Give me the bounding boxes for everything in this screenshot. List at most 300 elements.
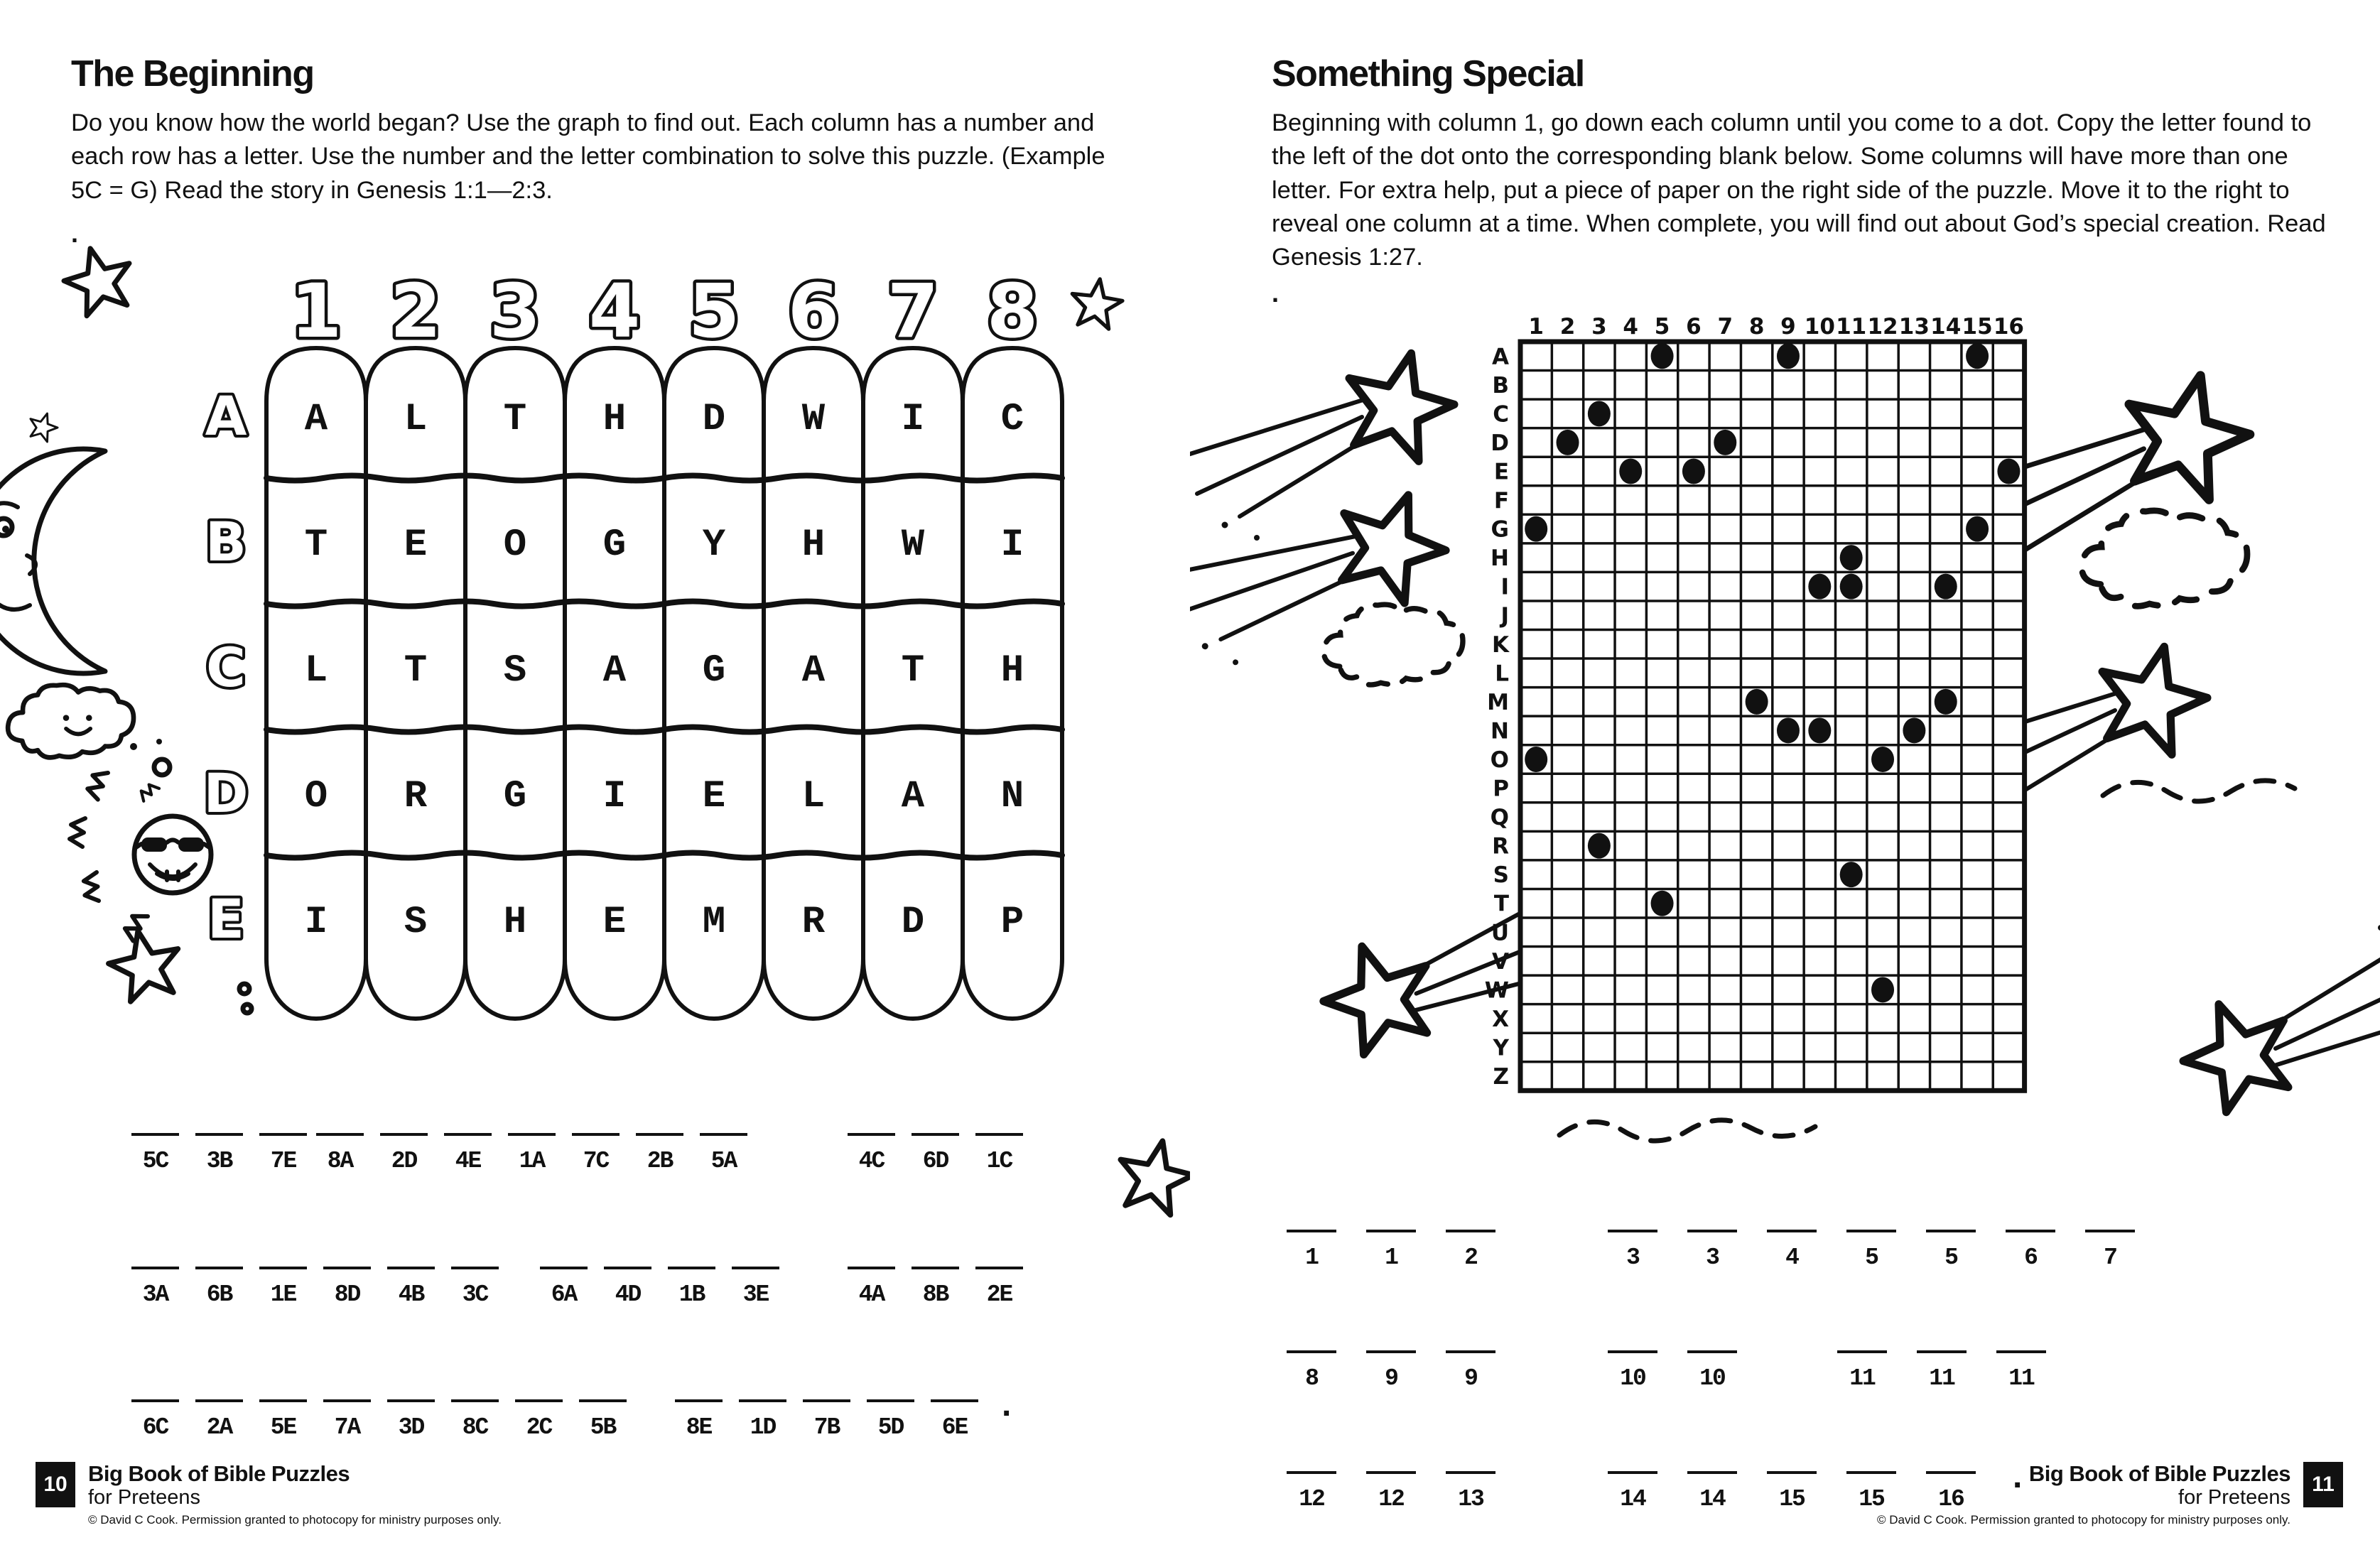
blank-line — [1446, 1471, 1495, 1474]
blank-line — [2085, 1230, 2135, 1232]
blank-label: 8D — [334, 1281, 360, 1308]
row-label: B — [205, 510, 247, 573]
grid-letter: A — [801, 649, 826, 693]
grid-letter: I — [304, 901, 328, 944]
blank-line — [848, 1133, 895, 1136]
blank-group — [131, 1399, 627, 1441]
blank-group — [131, 1267, 499, 1308]
blank-label: 15 — [1859, 1486, 1884, 1512]
blank-line — [975, 1133, 1023, 1136]
blank-line — [515, 1399, 563, 1402]
grid-letter: S — [503, 649, 527, 693]
column-header: 11 — [1836, 314, 1867, 340]
page-title: Something Special — [1272, 53, 1584, 94]
blank-cell — [451, 1267, 499, 1308]
column-header: 2 — [389, 268, 442, 354]
blank-line — [1767, 1230, 1817, 1232]
blank-line — [604, 1267, 651, 1269]
blank-label: 5A — [710, 1148, 737, 1174]
blank-line — [195, 1399, 243, 1402]
blank-line — [1767, 1471, 1817, 1474]
grid-letter: M — [702, 901, 726, 944]
blank-line — [131, 1267, 179, 1269]
grid-letter: H — [801, 524, 826, 567]
blank-label: 3 — [1706, 1245, 1719, 1271]
grid-letter: C — [1000, 398, 1024, 441]
blank-line — [700, 1133, 747, 1136]
stray-period: . — [1272, 278, 1280, 308]
blank-label: 5 — [1944, 1245, 1957, 1271]
blank-line — [380, 1133, 428, 1136]
blank-line — [739, 1399, 786, 1402]
blank-line — [1687, 1350, 1737, 1353]
blank-line — [1917, 1350, 1967, 1353]
blank-label: 6C — [142, 1414, 168, 1441]
blank-group — [316, 1133, 747, 1174]
blank-cell — [1846, 1230, 1896, 1271]
grid-letter: I — [602, 775, 627, 818]
blank-row — [0, 1133, 1190, 1197]
grid-letter: P — [1000, 901, 1024, 944]
blank-line — [540, 1267, 588, 1269]
column-header: 8 — [1748, 314, 1765, 340]
blank-cell — [1608, 1230, 1657, 1271]
blank-cell — [1917, 1350, 1967, 1392]
grid-letter: G — [503, 775, 527, 818]
column-header: 12 — [1867, 314, 1898, 340]
blank-cell — [1366, 1230, 1416, 1271]
blank-label: 14 — [1699, 1486, 1725, 1512]
blank-line — [975, 1267, 1023, 1269]
blank-line — [1608, 1230, 1657, 1232]
row-label: A — [1492, 344, 1509, 370]
blank-label: 4 — [1785, 1245, 1798, 1271]
trailing-period: . — [1002, 1386, 1012, 1424]
blank-row — [1190, 1350, 2380, 1414]
copyright-line: © David C Cook. Permission granted to photocopy for ministry purposes only. — [88, 1512, 502, 1527]
blank-line — [912, 1267, 959, 1269]
blank-cell — [1287, 1230, 1336, 1271]
blank-label: 11 — [1929, 1365, 1954, 1392]
blank-group — [540, 1267, 779, 1308]
trailing-period: . — [2013, 1458, 2023, 1495]
blank-line — [668, 1267, 715, 1269]
blank-label: 8C — [462, 1414, 488, 1441]
blank-label: 2E — [986, 1281, 1012, 1308]
blank-cell — [803, 1399, 850, 1441]
blank-label: 2D — [391, 1148, 417, 1174]
blank-label: 5C — [142, 1148, 168, 1174]
row-label: G — [1491, 516, 1509, 543]
blank-cell — [387, 1399, 435, 1441]
blank-label: 11 — [2008, 1365, 2034, 1392]
blank-cell — [1366, 1471, 1416, 1512]
blank-label: 7A — [334, 1414, 360, 1441]
blank-line — [131, 1133, 179, 1136]
grid-letter: D — [901, 901, 925, 944]
grid-letter: O — [503, 524, 527, 567]
footer-text — [1877, 1458, 2290, 1527]
blank-line — [444, 1133, 492, 1136]
page-title: The Beginning — [71, 53, 314, 94]
blank-label: 6D — [922, 1148, 948, 1174]
blank-cell — [1837, 1350, 1887, 1392]
blank-label: 2B — [647, 1148, 673, 1174]
column-header: 15 — [1962, 314, 1993, 340]
column-header: 6 — [787, 268, 840, 354]
blank-cell — [259, 1399, 307, 1441]
blank-cell — [131, 1133, 179, 1174]
blank-group — [131, 1133, 307, 1174]
column-header: 1 — [1528, 314, 1544, 340]
blank-group — [848, 1267, 1023, 1308]
book-subtitle: for Preteens — [88, 1485, 200, 1509]
blank-cell — [2085, 1230, 2135, 1271]
blank-label: 4C — [858, 1148, 885, 1174]
blank-cell — [1608, 1471, 1657, 1512]
grid-letter: L — [304, 649, 328, 693]
row-label: T — [1493, 891, 1509, 917]
blank-line — [1996, 1350, 2046, 1353]
blank-label: 4E — [455, 1148, 481, 1174]
row-label: X — [1492, 1006, 1509, 1032]
column-header: 1 — [290, 268, 342, 354]
blank-line — [195, 1267, 243, 1269]
footer-text — [88, 1462, 502, 1527]
blank-group — [1608, 1350, 1737, 1392]
blank-label: 5E — [270, 1414, 296, 1441]
blank-line — [1687, 1471, 1737, 1474]
blank-group — [848, 1133, 1023, 1174]
blank-label: 12 — [1378, 1486, 1404, 1512]
blank-line — [1446, 1350, 1495, 1353]
blank-cell — [1366, 1350, 1416, 1392]
column-header: 8 — [986, 268, 1039, 354]
row-label: L — [1495, 661, 1509, 687]
blank-cell — [912, 1133, 959, 1174]
blank-line — [1846, 1230, 1896, 1232]
blank-cell — [732, 1267, 779, 1308]
blank-line — [131, 1399, 179, 1402]
blank-label: 8 — [1305, 1365, 1318, 1392]
blank-line — [195, 1133, 243, 1136]
blank-cell — [323, 1267, 371, 1308]
row-label: A — [205, 384, 247, 448]
row-label: O — [1490, 747, 1509, 773]
column-header: 5 — [1654, 314, 1670, 340]
blank-label: 3C — [462, 1281, 488, 1308]
blank-label: 4A — [858, 1281, 885, 1308]
blank-cell — [195, 1267, 243, 1308]
book-title: Big Book of Bible Puzzles — [88, 1461, 350, 1486]
blank-label: 1B — [678, 1281, 705, 1308]
grid-letter: N — [1000, 775, 1024, 818]
row-label: Y — [1493, 1035, 1509, 1061]
blank-label: 3D — [398, 1414, 424, 1441]
grid-letter: Y — [702, 524, 726, 567]
blank-line — [732, 1267, 779, 1269]
blank-label: 3B — [206, 1148, 232, 1174]
blank-line — [316, 1133, 364, 1136]
blank-cell — [1287, 1350, 1336, 1392]
blank-cell — [131, 1267, 179, 1308]
column-header: 4 — [588, 268, 641, 354]
blank-row — [1190, 1230, 2380, 1294]
row-label: C — [206, 636, 246, 699]
blank-cell — [975, 1133, 1023, 1174]
column-header: 5 — [688, 268, 740, 354]
blank-line — [1287, 1350, 1336, 1353]
blank-cell — [572, 1133, 620, 1174]
book-title: Big Book of Bible Puzzles — [2028, 1461, 2290, 1486]
row-label: I — [1500, 574, 1509, 600]
blank-cell — [912, 1267, 959, 1308]
grid-letter: H — [1000, 649, 1024, 693]
blank-label: 5 — [1865, 1245, 1878, 1271]
blank-line — [1608, 1350, 1657, 1353]
row-label: P — [1493, 776, 1509, 802]
page-footer — [36, 1462, 502, 1527]
grid-letter: I — [901, 398, 925, 441]
row-label: W — [1484, 977, 1509, 1004]
grid-letter: R — [404, 775, 428, 818]
blank-cell — [636, 1133, 683, 1174]
row-label: E — [207, 887, 244, 950]
blank-cell — [1287, 1471, 1336, 1512]
blank-line — [1366, 1471, 1416, 1474]
grid-letter: A — [602, 649, 627, 693]
blank-group — [1608, 1230, 2135, 1271]
blank-line — [1926, 1230, 1976, 1232]
blank-line — [1366, 1350, 1416, 1353]
row-label: B — [1492, 372, 1509, 399]
grid-letter: A — [901, 775, 925, 818]
row-label: R — [1492, 833, 1509, 860]
grid-letter: G — [702, 649, 726, 693]
page-number: 10 — [43, 1473, 67, 1496]
blank-cell — [259, 1267, 307, 1308]
blank-line — [931, 1399, 978, 1402]
grid-letter: D — [702, 398, 726, 441]
blank-group — [1287, 1350, 1495, 1392]
blank-label: 9 — [1464, 1365, 1477, 1392]
blank-label: 14 — [1620, 1486, 1645, 1512]
blank-label: 7E — [270, 1148, 296, 1174]
blank-label: 5B — [590, 1414, 616, 1441]
blank-label: 15 — [1779, 1486, 1805, 1512]
blank-label: 3 — [1626, 1245, 1639, 1271]
blank-line — [508, 1133, 556, 1136]
blank-line — [867, 1399, 914, 1402]
grid-letter: E — [602, 901, 627, 944]
grid-letter: A — [304, 398, 328, 441]
blank-cell — [195, 1133, 243, 1174]
row-label: S — [1493, 862, 1509, 889]
grid-letter: E — [702, 775, 726, 818]
column-header: 14 — [1930, 314, 1962, 340]
grid-letter: E — [404, 524, 428, 567]
blank-cell — [1767, 1471, 1817, 1512]
blank-group — [1287, 1471, 1495, 1512]
column-header: 13 — [1898, 314, 1930, 340]
instructions-text: Do you know how the world began? Use the graph to find out. Each column has a number and each row has a letter. Use the number and the letter combination to solve this puzzle. (Example 5C = G) Read the story in Genesis 1:1—2:3. — [71, 109, 1105, 204]
blank-label: 1C — [986, 1148, 1012, 1174]
blank-line — [912, 1133, 959, 1136]
blank-line — [1446, 1230, 1495, 1232]
grid-letter: R — [801, 901, 826, 944]
blank-cell — [1926, 1230, 1976, 1271]
column-header: 4 — [1623, 314, 1639, 340]
grid-letter: L — [404, 398, 428, 441]
blank-label: 1D — [750, 1414, 776, 1441]
blank-group — [675, 1386, 1012, 1441]
grid-letter: I — [1000, 524, 1024, 567]
blank-line — [1608, 1471, 1657, 1474]
blank-group — [1837, 1350, 2046, 1392]
copyright-line: © David C Cook. Permission granted to photocopy for ministry purposes only. — [1877, 1512, 2290, 1527]
blank-group — [1287, 1230, 1495, 1271]
blank-label: 4B — [398, 1281, 424, 1308]
blank-cell — [316, 1133, 364, 1174]
row-label: M — [1487, 689, 1509, 715]
blank-label: 8B — [922, 1281, 948, 1308]
column-header: 16 — [1993, 314, 2024, 340]
blank-label: 7C — [583, 1148, 609, 1174]
blank-line — [1837, 1350, 1887, 1353]
blank-cell — [540, 1267, 588, 1308]
page-number: 11 — [2312, 1473, 2335, 1496]
blank-cell — [1446, 1350, 1495, 1392]
blank-label: 4D — [615, 1281, 641, 1308]
blank-cell — [387, 1267, 435, 1308]
blank-line — [259, 1133, 307, 1136]
blank-cell — [975, 1267, 1023, 1308]
grid-letter: T — [404, 649, 428, 693]
row-label: J — [1500, 603, 1509, 629]
blank-cell — [1608, 1350, 1657, 1392]
row-label: C — [1493, 401, 1509, 428]
blank-label: 2 — [1464, 1245, 1477, 1271]
blank-label: 10 — [1620, 1365, 1645, 1392]
blank-line — [387, 1399, 435, 1402]
blank-label: 6A — [551, 1281, 577, 1308]
blank-cell — [848, 1267, 895, 1308]
blank-label: 3A — [142, 1281, 168, 1308]
blank-cell — [579, 1399, 627, 1441]
column-header: 3 — [489, 268, 541, 354]
blank-line — [259, 1267, 307, 1269]
blank-cell — [131, 1399, 179, 1441]
blank-label: 16 — [1938, 1486, 1964, 1512]
column-header: 3 — [1591, 314, 1607, 340]
column-header: 7 — [887, 268, 939, 354]
blank-label: 8A — [327, 1148, 353, 1174]
blank-label: 12 — [1299, 1486, 1324, 1512]
blank-cell — [1767, 1230, 1817, 1271]
blank-label: 1 — [1385, 1245, 1397, 1271]
row-label: F — [1493, 488, 1509, 514]
grid-letter: H — [602, 398, 627, 441]
blank-cell — [867, 1399, 914, 1441]
blank-line — [259, 1399, 307, 1402]
blank-line — [675, 1399, 723, 1402]
blank-cell — [380, 1133, 428, 1174]
blank-cell — [931, 1399, 978, 1441]
blank-line — [848, 1267, 895, 1269]
blank-row — [0, 1386, 1190, 1463]
blank-label: 11 — [1849, 1365, 1875, 1392]
blank-cell — [508, 1133, 556, 1174]
instructions-text: Beginning with column 1, go down each column until you come to a dot. Copy the letter found to the left of the dot onto the corresponding blank below. Some columns will have more than one letter. For extra help, put a piece of paper on the right side of the puzzle. Move it to the right to reveal one column at a time. When complete, you will find out about God’s special creation. Read Genesis 1:27. — [1272, 109, 2326, 271]
blank-line — [451, 1267, 499, 1269]
answer-blanks — [1190, 0, 2380, 1545]
blank-cell — [1446, 1230, 1495, 1271]
book-subtitle: for Preteens — [2178, 1485, 2290, 1509]
page-footer — [1877, 1458, 2343, 1527]
blank-label: 7 — [2104, 1245, 2116, 1271]
grid-letter: T — [503, 398, 527, 441]
blank-cell — [259, 1133, 307, 1174]
blank-line — [2006, 1230, 2055, 1232]
blank-label: 3E — [742, 1281, 769, 1308]
blank-line — [579, 1399, 627, 1402]
row-label: D — [203, 761, 249, 825]
blank-label: 2A — [206, 1414, 232, 1441]
grid-letter: S — [404, 901, 428, 944]
blank-label: 1A — [519, 1148, 545, 1174]
blank-line — [1287, 1471, 1336, 1474]
grid-letter: W — [801, 398, 826, 441]
blank-line — [1366, 1230, 1416, 1232]
blank-line — [572, 1133, 620, 1136]
blank-cell — [2006, 1230, 2055, 1271]
blank-label: 7B — [813, 1414, 840, 1441]
blank-label: 1 — [1305, 1245, 1318, 1271]
row-label: D — [1491, 430, 1509, 456]
blank-cell — [323, 1399, 371, 1441]
blank-label: 6 — [2024, 1245, 2037, 1271]
blank-line — [387, 1267, 435, 1269]
page-number-badge — [2303, 1462, 2343, 1507]
blank-line — [323, 1399, 371, 1402]
page-number-badge — [36, 1462, 75, 1507]
grid-letter: G — [602, 524, 627, 567]
blank-cell — [604, 1267, 651, 1308]
blank-label: 5D — [877, 1414, 904, 1441]
row-label: E — [1493, 459, 1509, 485]
grid-letter: O — [304, 775, 328, 818]
blank-cell — [675, 1399, 723, 1441]
row-label: K — [1491, 631, 1509, 658]
column-header: 2 — [1559, 314, 1576, 340]
stray-period: . — [71, 219, 79, 248]
blank-cell — [700, 1133, 747, 1174]
grid-letter: W — [901, 524, 925, 567]
grid-letter: T — [901, 649, 925, 693]
blank-cell — [515, 1399, 563, 1441]
blank-cell — [1687, 1471, 1737, 1512]
page-right — [1190, 0, 2380, 1545]
blank-line — [1287, 1230, 1336, 1232]
blank-cell — [1446, 1471, 1495, 1512]
blank-line — [636, 1133, 683, 1136]
blank-cell — [848, 1133, 895, 1174]
row-label: H — [1491, 546, 1509, 572]
blank-label: 10 — [1699, 1365, 1725, 1392]
blank-cell — [444, 1133, 492, 1174]
blank-cell — [668, 1267, 715, 1308]
grid-letter: T — [304, 524, 328, 567]
